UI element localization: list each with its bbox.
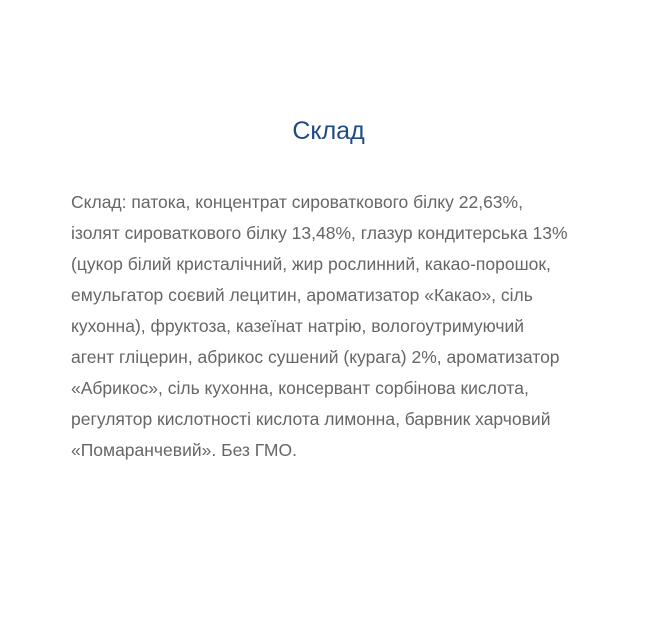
ingredients-text: Склад: патока, концентрат сироваткового білку 22,63%, ізолят сироваткового білку 13,48%, глазур кондитерська 13% (цукор білий кристалічний, жир рослинний, какао-порошок, емульгатор соєвий лецитин, ароматизатор «Какао», сіль кухонна), фруктоза, казеїнат натрію, вологоутримуючий агент гліцерин, абрикос сушений (курага) 2%, ароматизатор «Абрикос», сіль кухонна, консервант сорбінова кислота, регулятор кислотності кислота лимонна, барвник харчовий «Помаранчевий». Без ГМО.	[71, 192, 568, 460]
section-title: Склад	[292, 117, 365, 145]
